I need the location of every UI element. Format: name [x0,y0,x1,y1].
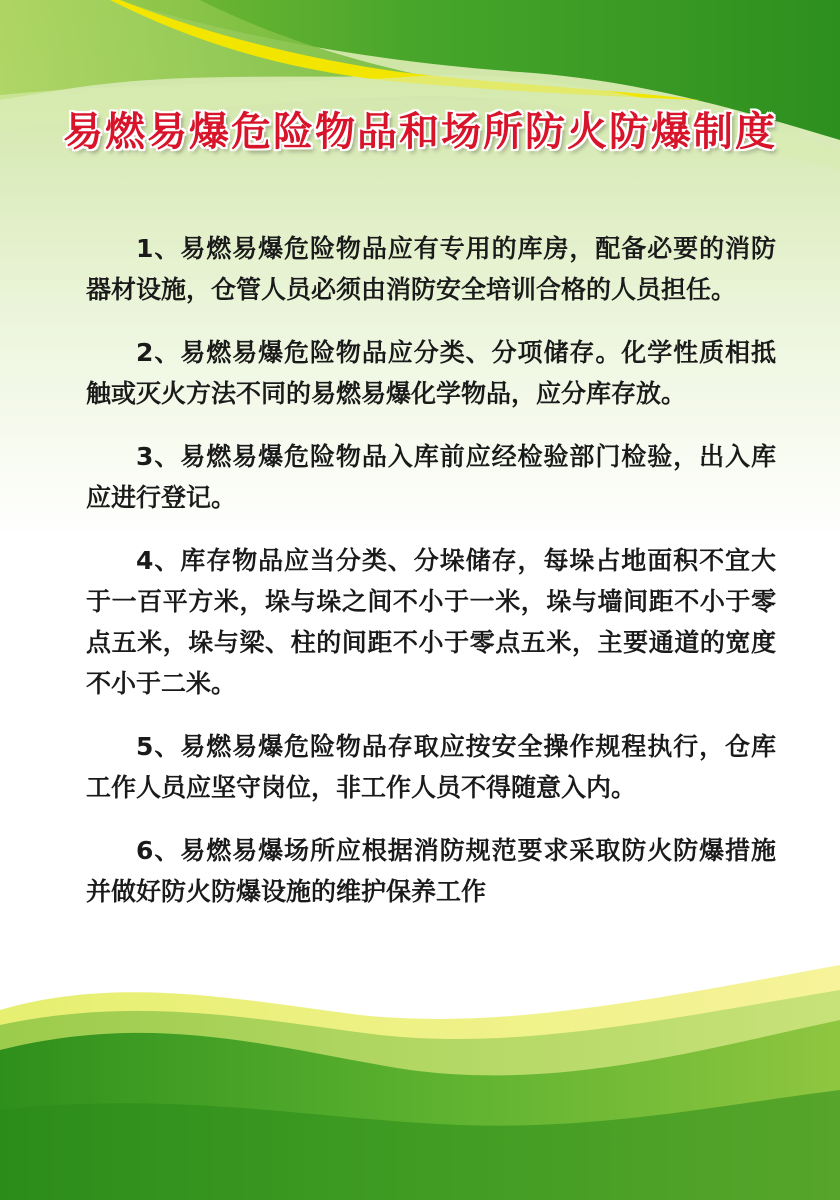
regulation-list [86,228,776,934]
poster-title: 易燃易爆危险物品和场所防火防爆制度 [63,109,777,155]
regulation-item-5: 5、易燃易爆危险物品存取应按安全操作规程执行，仓库工作人员应坚守岗位，非工作人员不得随意入内。 [86,732,776,802]
regulation-item-6: 6、易燃易爆场所应根据消防规范要求采取防火防爆措施并做好防火防爆设施的维护保养工作 [86,836,776,906]
regulation-item-3: 3、易燃易爆危险物品入库前应经检验部门检验，出入库应进行登记。 [86,442,776,512]
regulation-item-1: 1、易燃易爆危险物品应有专用的库房，配备必要的消防器材设施，仓管人员必须由消防安全培训合格的人员担任。 [86,234,776,304]
regulation-item-4: 4、库存物品应当分类、分垛储存，每垛占地面积不宜大于一百平方米，垛与垛之间不小于一米，垛与墙间距不小于零点五米，垛与梁、柱的间距不小于零点五米，主要通道的宽度不小于二米。 [86,546,776,698]
regulation-item-2: 2、易燃易爆危险物品应分类、分项储存。化学性质相抵触或灭火方法不同的易燃易爆化学物品，应分库存放。 [86,338,776,408]
